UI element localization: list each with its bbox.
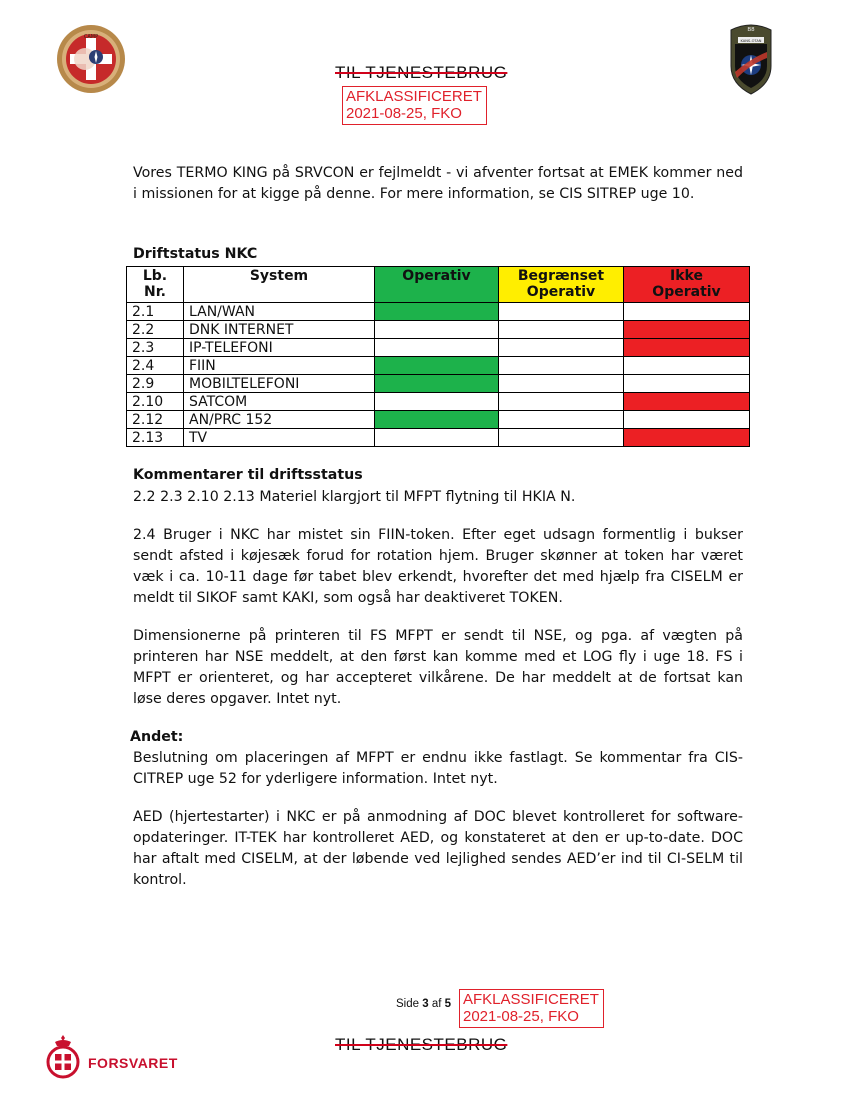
cell-operativ [375, 375, 499, 393]
table-row [127, 357, 750, 375]
table-row [127, 375, 750, 393]
row-system: IP-TELEFONI [184, 339, 375, 357]
cell-ikke-operativ [624, 321, 750, 339]
andet-heading: Andet: [130, 729, 184, 745]
intro-paragraph: Vores TERMO KING på SRVCON er fejlmeldt - vi afventer fortsat at EMEK kommer ned i missionen for at kigge på denne. For mere information, se CIS SITREP uge 10. [133, 165, 743, 202]
row-nr: 2.2 [127, 321, 184, 339]
svg-text:B8: B8 [747, 27, 755, 33]
svg-text:CAMP: CAMP [83, 34, 99, 40]
col-header-lbnr: Lb. Nr. [127, 267, 184, 303]
nato-shield-badge [728, 22, 774, 96]
cell-begraenset [499, 375, 624, 393]
table-row [127, 321, 750, 339]
cell-ikke-operativ [624, 411, 750, 429]
page-number: Side 3 af 5 [396, 998, 452, 1010]
row-system: MOBILTELEFONI [184, 375, 375, 393]
table-title: Driftstatus NKC [133, 246, 258, 262]
cell-begraenset [499, 321, 624, 339]
forsvaret-crest-icon [44, 1033, 82, 1079]
col-header-system: System [184, 267, 375, 303]
cell-operativ [375, 303, 499, 321]
row-system: AN/PRC 152 [184, 411, 375, 429]
row-system: FIIN [184, 357, 375, 375]
cell-ikke-operativ [624, 303, 750, 321]
cell-begraenset [499, 357, 624, 375]
cell-ikke-operativ [624, 393, 750, 411]
table-row [127, 303, 750, 321]
header-stamp-line1: AFKLASSIFICERET [346, 88, 482, 105]
cell-ikke-operativ [624, 357, 750, 375]
cell-ikke-operativ [624, 375, 750, 393]
cell-begraenset [499, 429, 624, 447]
comments-heading: Kommentarer til driftsstatus [133, 467, 363, 483]
row-nr: 2.9 [127, 375, 184, 393]
table-row [127, 393, 750, 411]
col-header-operativ: Operativ [375, 267, 499, 303]
footer-stamp-line2: 2021-08-25, FKO [463, 1008, 579, 1025]
status-table [126, 266, 750, 447]
table-row [127, 411, 750, 429]
andet-paragraph-2: AED (hjertestarter) i NKC er på anmodning af DOC blevet kontrolleret for software-opdateringer. IT-TEK har kontrolleret AED, og konstateret at den er up-to-date. DOC har aftalt med CISELM, at der løbende ved lejlighed sendes AED’er ind til CI-SELM til kontrol. [133, 809, 743, 888]
row-nr: 2.10 [127, 393, 184, 411]
footer-declassified-stamp [459, 989, 604, 1028]
svg-text:KANS-OTAN: KANS-OTAN [740, 39, 762, 43]
col-header-ikke-operativ: Ikke Operativ [624, 267, 750, 303]
table-row [127, 429, 750, 447]
cell-begraenset [499, 411, 624, 429]
andet-paragraph-1: Beslutning om placeringen af MFPT er endnu ikke fastlagt. Se kommentar fra CIS-CITREP uge 52 for yderligere information. Intet nyt. [133, 750, 743, 787]
footer-classification: TIL TJENESTEBRUG [335, 1035, 508, 1054]
cell-operativ [375, 411, 499, 429]
comments-line1: 2.2 2.3 2.10 2.13 Materiel klargjort til MFPT flytning til HKIA N. [133, 489, 576, 505]
forsvaret-wordmark: FORSVARET [88, 1055, 178, 1071]
cell-ikke-operativ [624, 339, 750, 357]
cell-begraenset [499, 393, 624, 411]
cell-operativ [375, 429, 499, 447]
cell-operativ [375, 321, 499, 339]
row-nr: 2.12 [127, 411, 184, 429]
row-nr: 2.1 [127, 303, 184, 321]
header-classification: TIL TJENESTEBRUG [335, 63, 508, 82]
cell-begraenset [499, 303, 624, 321]
col-header-begraenset: Begrænset Operativ [499, 267, 624, 303]
row-nr: 2.4 [127, 357, 184, 375]
cell-operativ [375, 339, 499, 357]
comments-printer-paragraph: Dimensionerne på printeren til FS MFPT er sendt til NSE, og pga. af vægten på printeren har NSE meddelt, at den først kan komme med et LOG fly i uge 18. FS i MFPT er orienteret, og har accepteret vilkårene. De har meddelt at de fortsat kan løse deres opgaver. Intet nyt. [133, 628, 743, 707]
row-system: TV [184, 429, 375, 447]
row-system: DNK INTERNET [184, 321, 375, 339]
header-stamp-line2: 2021-08-25, FKO [346, 105, 462, 122]
row-nr: 2.13 [127, 429, 184, 447]
cell-begraenset [499, 339, 624, 357]
table-header-row [127, 267, 750, 303]
unit-emblem-logo [56, 24, 126, 94]
row-system: LAN/WAN [184, 303, 375, 321]
footer-stamp-line1: AFKLASSIFICERET [463, 991, 599, 1008]
table-row [127, 339, 750, 357]
cell-ikke-operativ [624, 429, 750, 447]
cell-operativ [375, 393, 499, 411]
comments-fiin-paragraph: 2.4 Bruger i NKC har mistet sin FIIN-token. Efter eget udsagn formentlig i bukser sendt afsted i køjesæk forud for rotation hjem. Bruger skønner at token har været væk i ca. 10-11 dage før tabet blev erkendt, hvorefter det med hjælp fra CISELM er meldt til SIKOF samt KAKI, som også har deaktiveret TOKEN. [133, 527, 743, 606]
row-system: SATCOM [184, 393, 375, 411]
header-declassified-stamp [342, 86, 487, 125]
row-nr: 2.3 [127, 339, 184, 357]
cell-operativ [375, 357, 499, 375]
